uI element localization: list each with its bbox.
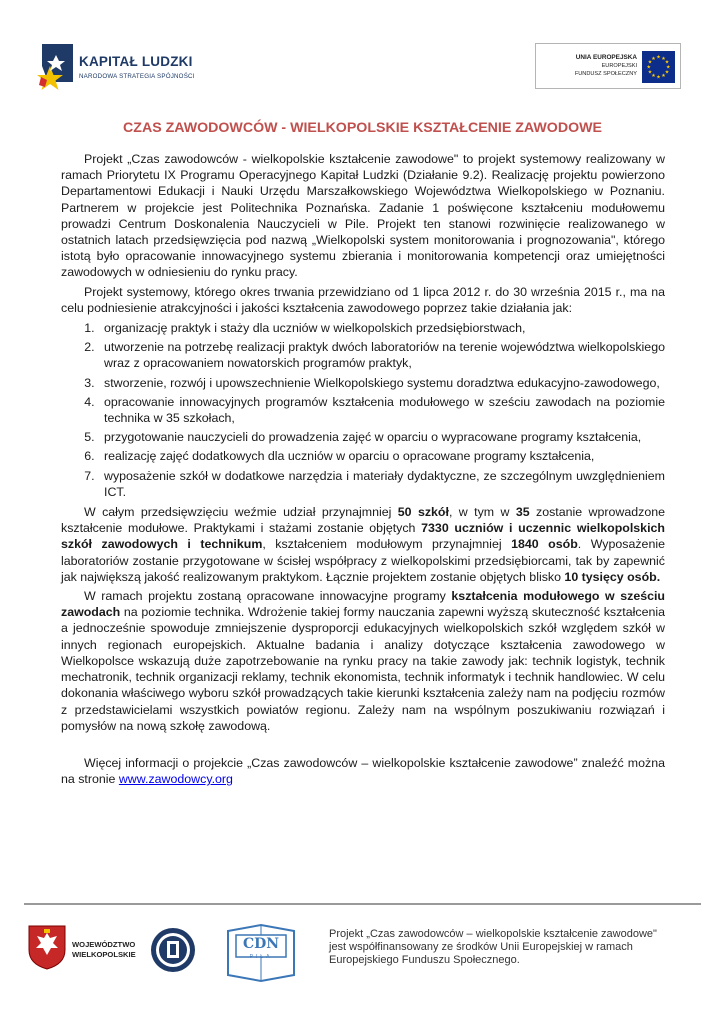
- bold-span: 50 szkół: [397, 505, 449, 520]
- svg-text:★: ★: [656, 74, 661, 81]
- bold-span: kształcenia modułowego w sześciu zawodach: [61, 589, 665, 620]
- article-body: [61, 151, 665, 787]
- logo-title: KAPITAŁ LUDZKI: [79, 54, 193, 69]
- website-link[interactable]: www.zawodowcy.org: [118, 772, 233, 787]
- politechnika-seal-icon: [150, 927, 196, 973]
- svg-text:★: ★: [651, 73, 656, 79]
- svg-text:★: ★: [646, 64, 651, 71]
- scope-paragraph: Projekt systemowy, którego okres trwania przewidziano od 1 lipca 2012 r. do 30 września 2015 r., ma na celu podniesienie atrakcyjności i jakości kształcenia zawodowego poprzez takie działania jak:: [61, 284, 665, 315]
- region-name: [72, 940, 136, 960]
- list-item: 1. organizację praktyk i staży dla uczniów w wielkopolskich przedsiębiorstwach,: [98, 320, 665, 336]
- wielkopolska-coat-of-arms-icon: [27, 924, 67, 970]
- list-item: 3. stworzenie, rozwój i upowszechnienie Wielkopolskiego systemu doradztwa edukacyjno-zawodowego,: [98, 375, 665, 391]
- text-span: Więcej informacji o projekcie „Czas zawodowców – wielkopolskie kształcenie zawodowe” znaleźć można na stronie: [61, 755, 665, 787]
- cdn-pila-logo: [222, 923, 300, 983]
- svg-text:★: ★: [664, 69, 670, 76]
- more-info-paragraph: [61, 755, 665, 787]
- text-span: W całym przedsięwzięciu weźmie udział przynajmniej: [84, 505, 398, 520]
- svg-text:★: ★: [647, 69, 653, 76]
- eu-logo: [535, 43, 681, 89]
- logo-subtitle: NARODOWA STRATEGIA SPÓJNOŚCI: [79, 73, 195, 80]
- participation-paragraph: [61, 504, 665, 585]
- bold-span: 35: [515, 505, 530, 520]
- text-span: , w tym w: [448, 505, 516, 520]
- bold-span: 1840 osób: [511, 537, 578, 552]
- actions-list: [61, 320, 665, 500]
- list-item: 6. realizację zajęć dodatkowych dla uczniów w oparciu o opracowane programy kształcenia,: [98, 448, 665, 464]
- list-item: 4. opracowanie innowacyjnych programów kształcenia modułowego w sześciu zawodach na poziomie technika w 35 szkołach,: [98, 394, 665, 426]
- text-span: zostanie wprowadzone kształcenie modułowe. Praktykami i stażami zostanie objętych: [61, 505, 665, 536]
- eu-flag-icon: [642, 51, 675, 83]
- svg-text:★: ★: [661, 55, 666, 62]
- text-span: na poziomie technika. Wdrożenie takiej formy nauczania zapewni wyższą skuteczność kształcenia a jednocześnie spowoduje zmniejszenie dysproporcji edukacyjnych wielkopolskich szkół względem szkół w innych regionach europejskich. Aktualne badania i analizy dotyczące kształcenia zawodowego w Wielkopolsce wskazują duże zapotrzebowanie na rynku pracy na takie zawody jak: technik logistyk, technik mechatronik, technik organizacji reklamy, technik ekonomista, technik informatyk i technik handlowiec. W celu dokonania właściwego wyboru szkół prowadzących takie kierunki kształcenia zależy nam na podjęciu rozmów z przedstawicielami wszystkich powiatów regionu. Zależy nam na wspólnym poszukiwaniu rozwiązań i pomysłów na nową szkołę zawodową.: [61, 605, 665, 733]
- list-item: 7. wyposażenie szkół w dodatkowe narzędzia i materiały dydaktyczne, ze szczególnym uwzględnieniem ICT.: [98, 468, 665, 500]
- cdn-logo-subtext: PIŁA: [249, 954, 273, 960]
- eu-line1: UNIA EUROPEJSKA: [575, 54, 637, 61]
- footer-divider: [24, 903, 701, 905]
- kapital-ludzki-star-icon: [37, 42, 79, 100]
- text-span: W ramach projektu zostaną opracowane innowacyjne programy: [84, 589, 452, 604]
- svg-text:★: ★: [664, 59, 670, 66]
- modular-paragraph: [61, 588, 665, 734]
- text-span: . Wyposażenie laboratoriów zostanie przygotowane w ścisłej współpracy z wielkopolskimi przedsiębiorcami, tak by zapewnić jak największą jakość realizowanym praktykom. Łącznie projektem zostanie objętych blisko: [61, 537, 665, 584]
- list-item: 5. przygotowanie nauczycieli do prowadzenia zajęć w oparciu o wypracowane programy kształcenia,: [98, 429, 665, 445]
- svg-text:★: ★: [647, 59, 653, 66]
- region-line1: WOJEWÓDZTWO: [72, 940, 136, 949]
- page-title: CZAS ZAWODOWCÓW - WIELKOPOLSKIE KSZTAŁCENIE ZAWODOWE: [123, 120, 602, 136]
- eu-line3: FUNDUSZ SPOŁECZNY: [574, 71, 637, 77]
- svg-text:★: ★: [666, 64, 671, 71]
- funding-note: Projekt „Czas zawodowców – wielkopolskie kształcenie zawodowe" jest współfinansowany ze środków Unii Europejskiej w ramach Europejskiego Funduszu Społecznego.: [329, 928, 657, 967]
- region-line2: WIELKOPOLSKIE: [72, 950, 136, 959]
- kapital-ludzki-logo: [37, 42, 207, 100]
- intro-paragraph: Projekt „Czas zawodowców - wielkopolskie kształcenie zawodowe" to projekt systemowy realizowany w ramach Priorytetu IX Programu Operacyjnego Kapitał Ludzki (Działanie 9.2). Realizację projektu powierzono Departamentowi Edukacji i Nauki Urzędu Marszałkowskiego Województwa Wielkopolskiego w Poznaniu. Partnerem w projekcie jest Politechnika Poznańska. Zadanie 1 poświęcone kształceniu modułowemu prowadzi Centrum Doskonalenia Nauczycieli w Pile. Projekt ten stanowi rozwinięcie realizowanego w ostatnich latach przedsięwzięcia pod nazwą „Wielkopolski system monitorowania i prognozowania", którego istotą było opracowanie innowacyjnego systemu zbierania i monitorowania kompetencji oraz umiejętności zawodowych w odniesieniu do rynku pracy.: [61, 152, 665, 280]
- bold-span: 10 tysięcy osób.: [564, 569, 661, 584]
- text-span: , kształceniem modułowym przynajmniej: [262, 537, 512, 552]
- list-item: 2. utworzenie na potrzebę realizacji praktyk dwóch laboratoriów na terenie województwa wielkopolskiego wraz z opracowaniem nowatorskich programów praktyk,: [98, 339, 665, 371]
- svg-text:★: ★: [661, 73, 666, 79]
- svg-text:★: ★: [656, 54, 661, 61]
- cdn-logo-text: CDN: [242, 936, 280, 952]
- svg-text:★: ★: [651, 55, 656, 62]
- bold-span: 7330 uczniów i uczennic wielkopolskich szkół zawodowych i technikum: [61, 521, 665, 552]
- eu-line2: EUROPEJSKI: [601, 63, 637, 69]
